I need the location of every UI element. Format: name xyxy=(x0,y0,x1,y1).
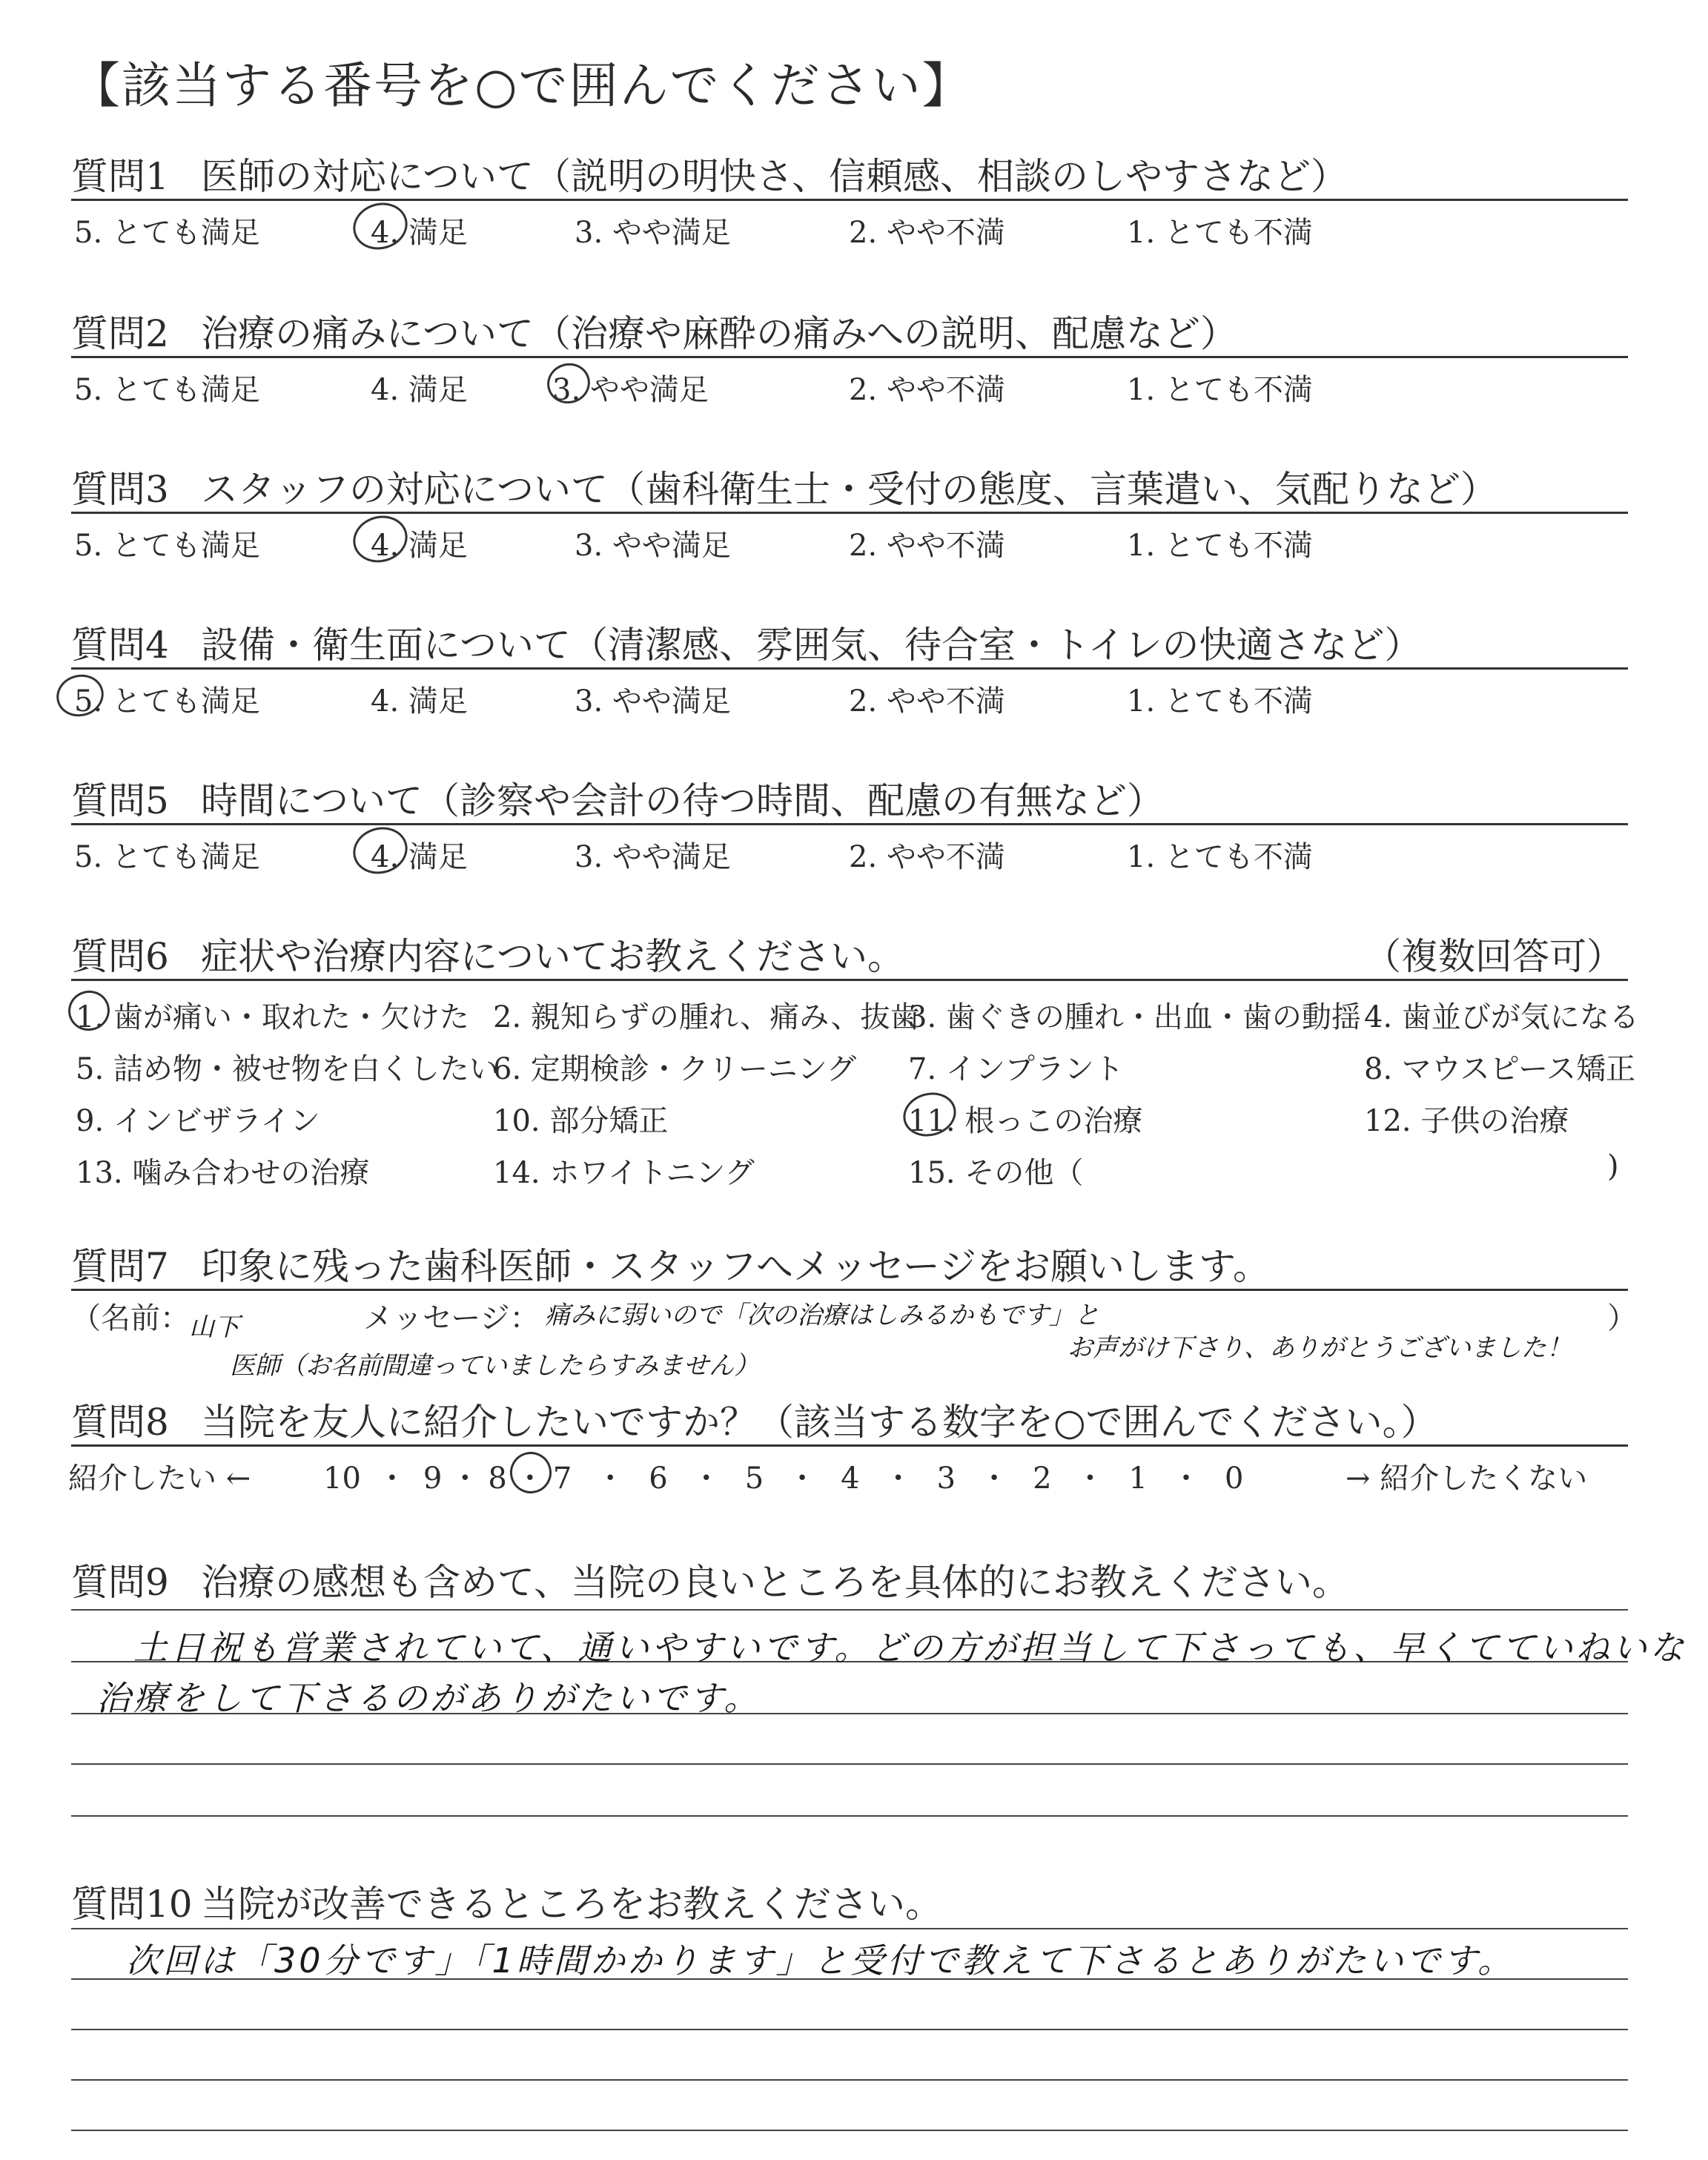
q1-option-1[interactable]: 1. とても不満 xyxy=(1127,216,1313,250)
q7-message-label: メッセージ： xyxy=(363,1301,540,1335)
question-10-heading xyxy=(71,1875,942,1928)
question-4-rule xyxy=(71,667,1628,670)
question-1-heading xyxy=(71,147,1348,200)
q4-option-2[interactable]: 2. やや不満 xyxy=(849,684,1005,719)
q8-scale-8[interactable]: 8 xyxy=(488,1462,507,1496)
q10-line-1 xyxy=(71,1928,1628,1929)
question-6-rule xyxy=(71,979,1628,981)
q8-scale-6[interactable]: 6 xyxy=(649,1462,668,1496)
question-1-text: 医師の対応について（説明の明快さ、信頼感、相談のしやすさなど） xyxy=(201,155,1348,198)
q1-option-2[interactable]: 2. やや不満 xyxy=(849,216,1005,250)
q8-right-label: → 紹介したくない xyxy=(1345,1462,1588,1496)
question-7-rule xyxy=(71,1289,1628,1291)
question-3-number: 質問3 xyxy=(71,468,169,511)
q2-option-3[interactable]: 3. やや満足 xyxy=(552,373,709,407)
q8-scale-3[interactable]: 3 xyxy=(936,1462,956,1496)
question-2-rule xyxy=(71,356,1628,358)
q2-option-5[interactable]: 5. とても満足 xyxy=(74,373,260,407)
q7-handwritten-message-2: お声がけ下さり、ありがとうございました！ xyxy=(1068,1333,1572,1363)
question-8-heading xyxy=(71,1393,1438,1446)
q1-option-5[interactable]: 5. とても満足 xyxy=(74,216,260,250)
q5-option-1[interactable]: 1. とても不満 xyxy=(1127,840,1313,874)
q6-item-6[interactable]: 6. 定期検診・クリーニング xyxy=(493,1052,857,1086)
question-6-note: （複数回答可） xyxy=(1364,935,1623,978)
question-7-heading xyxy=(71,1237,1270,1290)
q1-option-3[interactable]: 3. やや満足 xyxy=(575,216,731,250)
question-5-heading xyxy=(71,771,1164,825)
q7-name-label: （名前： xyxy=(71,1301,190,1335)
q6-item-9[interactable]: 9. インビザライン xyxy=(76,1104,320,1138)
question-2-heading xyxy=(71,304,1237,357)
q6-item-8[interactable]: 8. マウスピース矯正 xyxy=(1364,1052,1636,1086)
q6-item-15[interactable]: 15. その他（ xyxy=(908,1156,1084,1190)
question-8-rule xyxy=(71,1444,1628,1447)
q3-option-3[interactable]: 3. やや満足 xyxy=(575,529,731,563)
q6-item-11[interactable]: 11. 根っこの治療 xyxy=(908,1104,1143,1138)
question-5-text: 時間について（診察や会計の待つ時間、配慮の有無など） xyxy=(201,779,1164,822)
q7-close-paren: ） xyxy=(1607,1301,1637,1335)
question-9-text: 治療の感想も含めて、当院の良いところを具体的にお教えください。 xyxy=(201,1561,1349,1604)
question-2-number: 質問2 xyxy=(71,312,169,355)
q4-option-4[interactable]: 4. 満足 xyxy=(371,684,468,719)
q6-item-13[interactable]: 13. 噛み合わせの治療 xyxy=(76,1156,370,1190)
question-1-rule xyxy=(71,199,1628,201)
q10-line-5 xyxy=(71,2130,1628,2131)
question-9-heading xyxy=(71,1553,1349,1606)
question-7-text: 印象に残った歯科医師・スタッフへメッセージをお願いします。 xyxy=(201,1245,1270,1288)
question-1-number: 質問1 xyxy=(71,155,169,198)
q8-scale-7[interactable]: 7 xyxy=(552,1462,572,1496)
q3-option-4[interactable]: 4. 満足 xyxy=(371,529,468,563)
q6-item-3[interactable]: 3. 歯ぐきの腫れ・出血・歯の動揺 xyxy=(908,1000,1361,1034)
q4-option-3[interactable]: 3. やや満足 xyxy=(575,684,731,719)
q4-option-5[interactable]: 5. とても満足 xyxy=(74,684,260,719)
question-3-text: スタッフの対応について（歯科衛生士・受付の態度、言葉遣い、気配りなど） xyxy=(201,468,1497,511)
q5-option-3[interactable]: 3. やや満足 xyxy=(575,840,731,874)
question-3-rule xyxy=(71,512,1628,514)
question-4-number: 質問4 xyxy=(71,624,169,667)
question-6-number: 質問6 xyxy=(71,935,169,978)
q8-scale-2[interactable]: 2 xyxy=(1033,1462,1052,1496)
q8-scale-0[interactable]: 0 xyxy=(1224,1462,1244,1496)
q8-left-label: 紹介したい ← xyxy=(68,1462,251,1496)
question-8-text: 当院を友人に紹介したいですか？（該当する数字を○で囲んでください。） xyxy=(201,1401,1438,1444)
q6-item-2[interactable]: 2. 親知らずの腫れ、痛み、抜歯 xyxy=(493,1000,920,1034)
question-6-text: 症状や治療内容についてお教えください。 xyxy=(201,935,904,978)
q9-line-1 xyxy=(71,1609,1628,1611)
question-7-number: 質問7 xyxy=(71,1245,169,1288)
q2-option-4[interactable]: 4. 満足 xyxy=(371,373,468,407)
page-title: 【該当する番号を○で囲んでください】 xyxy=(71,57,973,114)
question-9-number: 質問9 xyxy=(71,1561,169,1604)
q3-option-1[interactable]: 1. とても不満 xyxy=(1127,529,1313,563)
q8-scale-1[interactable]: 1 xyxy=(1128,1462,1148,1496)
q9-handwritten-line-2: 治療をして下さるのがありがたいです。 xyxy=(96,1678,761,1718)
q8-scale: 10 ・ 9 ・ 8 ・ 7 ・ 6 ・ 5 ・ 4 ・ 3 ・ 2 ・ 1 ・ 0 xyxy=(323,1462,1244,1496)
q7-handwritten-name-note: 医師（お名前間違っていましたらすみません） xyxy=(230,1351,759,1381)
q10-line-3 xyxy=(71,2029,1628,2030)
q6-item-15-close: ) xyxy=(1607,1149,1619,1183)
q6-item-10[interactable]: 10. 部分矯正 xyxy=(493,1104,669,1138)
q9-line-5 xyxy=(71,1815,1628,1817)
q6-item-12[interactable]: 12. 子供の治療 xyxy=(1364,1104,1569,1138)
question-4-heading xyxy=(71,615,1422,669)
q8-scale-5[interactable]: 5 xyxy=(744,1462,764,1496)
q6-item-1[interactable]: 1. 歯が痛い・取れた・欠けた xyxy=(76,1000,469,1034)
q9-handwritten-line-1: 土日祝も営業されていて、通いやすいです。どの方が担当して下さっても、早くてていねいな xyxy=(133,1628,1687,1668)
q6-item-5[interactable]: 5. 詰め物・被せ物を白くしたい xyxy=(76,1052,499,1086)
q8-scale-10[interactable]: 10 xyxy=(323,1462,361,1496)
q7-handwritten-message: 痛みに弱いので「次の治療はしみるかもです」と xyxy=(545,1301,1099,1330)
q5-option-2[interactable]: 2. やや不満 xyxy=(849,840,1005,874)
question-5-rule xyxy=(71,823,1628,825)
q9-line-4 xyxy=(71,1763,1628,1765)
question-8-number: 質問8 xyxy=(71,1401,169,1444)
question-3-heading xyxy=(71,460,1497,513)
q1-option-4[interactable]: 4. 満足 xyxy=(371,216,468,250)
question-10-text: 当院が改善できるところをお教えください。 xyxy=(201,1883,942,1926)
q6-item-7[interactable]: 7. インプラント xyxy=(908,1052,1124,1086)
q8-scale-4[interactable]: 4 xyxy=(841,1462,860,1496)
q10-handwritten-line-1: 次回は「30分です」「1時間かかります」と受付で教えて下さるとありがたいです。 xyxy=(126,1941,1515,1981)
q2-option-1[interactable]: 1. とても不満 xyxy=(1127,373,1313,407)
q6-item-14[interactable]: 14. ホワイトニング xyxy=(493,1156,755,1190)
question-6-heading xyxy=(71,927,904,980)
question-4-text: 設備・衛生面について（清潔感、雰囲気、待合室・トイレの快適さなど） xyxy=(201,624,1422,667)
q7-handwritten-name: 山下 xyxy=(189,1312,239,1342)
q4-option-1[interactable]: 1. とても不満 xyxy=(1127,684,1313,719)
q5-option-4[interactable]: 4. 満足 xyxy=(371,840,468,874)
q6-item-4[interactable]: 4. 歯並びが気になる xyxy=(1364,1000,1639,1034)
question-5-number: 質問5 xyxy=(71,779,169,822)
q8-scale-9[interactable]: 9 xyxy=(423,1462,443,1496)
q3-option-5[interactable]: 5. とても満足 xyxy=(74,529,260,563)
question-2-text: 治療の痛みについて（治療や麻酔の痛みへの説明、配慮など） xyxy=(201,312,1237,355)
q3-option-2[interactable]: 2. やや不満 xyxy=(849,529,1005,563)
q10-line-4 xyxy=(71,2079,1628,2081)
q2-option-2[interactable]: 2. やや不満 xyxy=(849,373,1005,407)
q5-option-5[interactable]: 5. とても満足 xyxy=(74,840,260,874)
question-10-number: 質問10 xyxy=(71,1883,193,1926)
